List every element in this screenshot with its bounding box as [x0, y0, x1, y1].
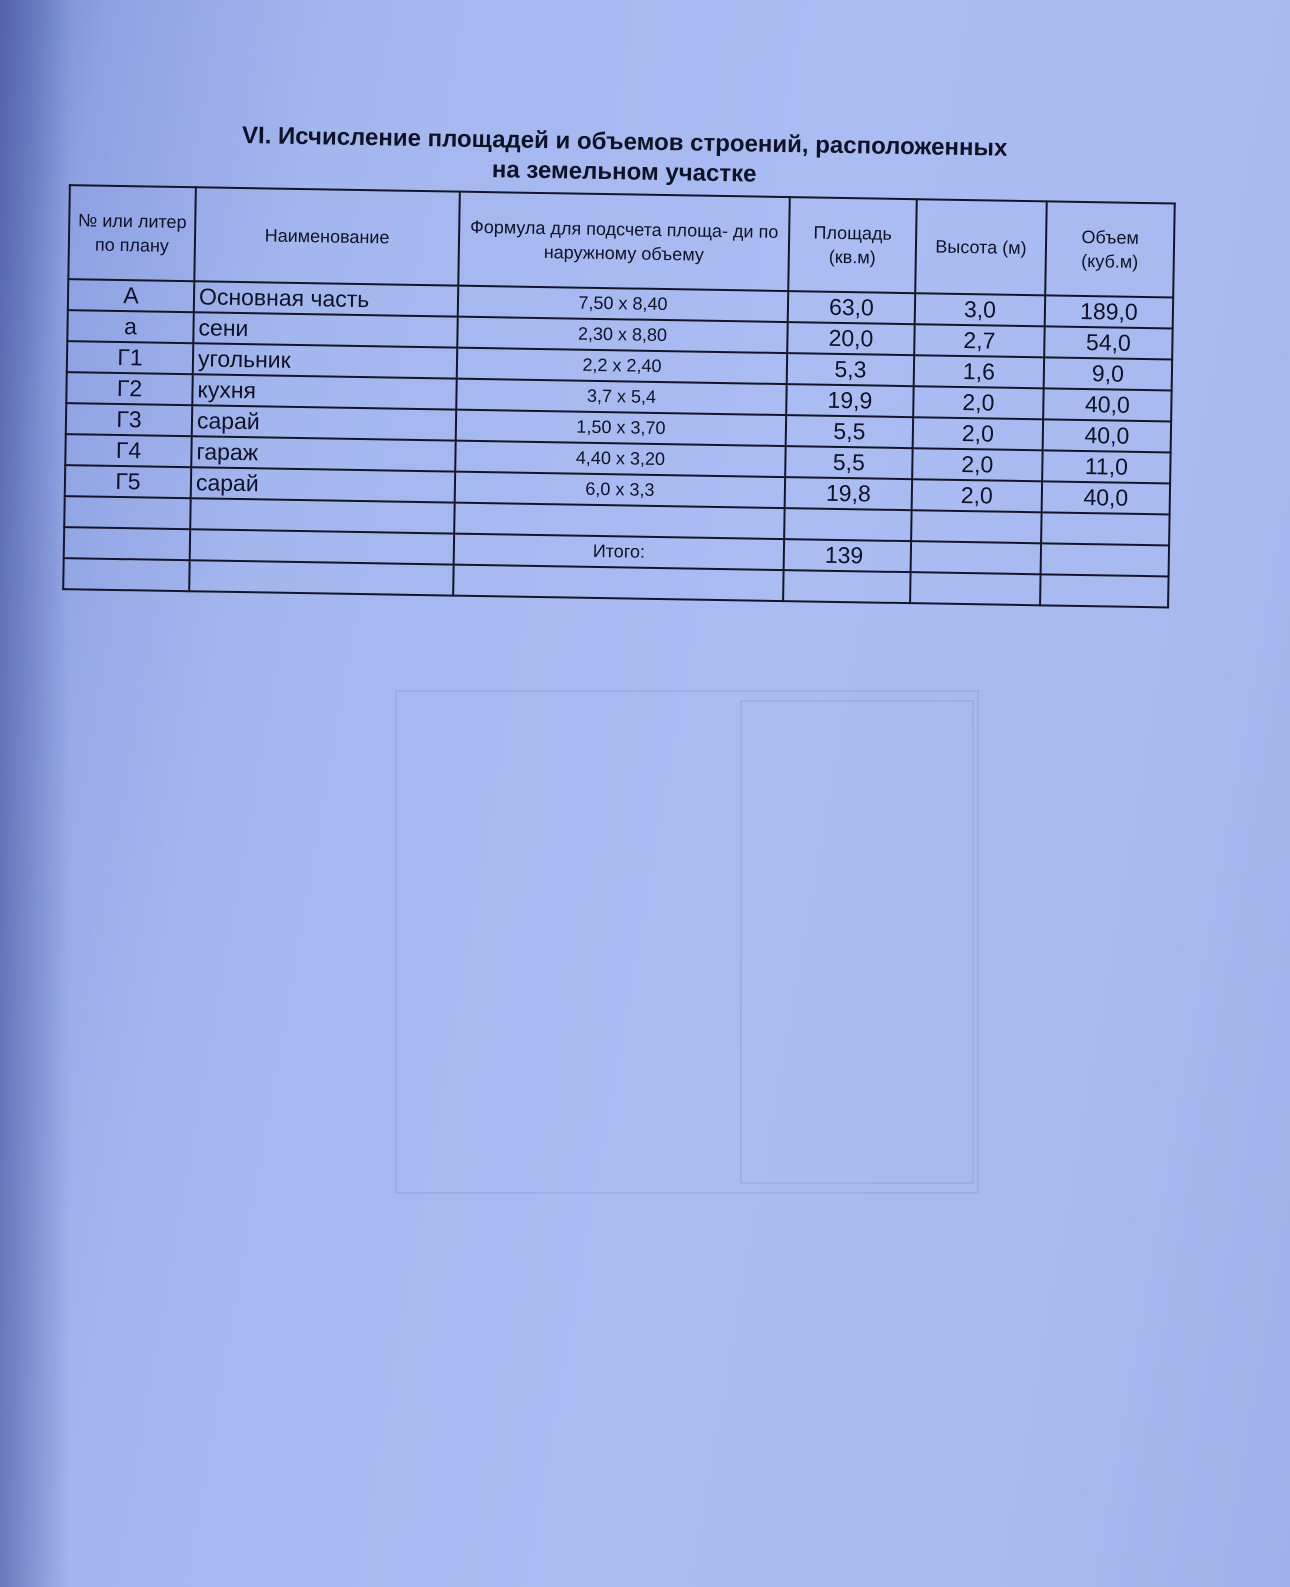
empty-cell — [911, 510, 1041, 543]
empty-cell — [910, 572, 1040, 605]
empty-cell — [64, 496, 190, 529]
cell-area: 20,0 — [787, 322, 914, 355]
cell-volume: 40,0 — [1042, 481, 1170, 514]
empty-cell — [1041, 543, 1169, 576]
cell-area: 5,5 — [785, 446, 912, 479]
empty-cell — [1041, 512, 1169, 545]
cell-volume: 9,0 — [1044, 357, 1172, 390]
cell-volume: 54,0 — [1044, 326, 1172, 359]
cell-height: 2,0 — [913, 417, 1043, 450]
cell-name: сарай — [191, 467, 455, 502]
empty-cell — [1040, 574, 1168, 607]
cell-height: 2,0 — [912, 479, 1042, 512]
cell-formula: 7,50 x 8,40 — [458, 286, 788, 322]
empty-cell — [63, 558, 189, 591]
cell-literal: Г1 — [67, 341, 193, 374]
cell-literal: А — [68, 279, 194, 312]
cell-area: 5,3 — [787, 353, 914, 386]
cell-volume: 189,0 — [1045, 295, 1173, 328]
cell-formula: 3,7 x 5,4 — [456, 379, 786, 415]
header-volume: Объем (куб.м) — [1045, 201, 1175, 297]
cell-height: 2,0 — [912, 448, 1042, 481]
cell-formula: 4,40 x 3,20 — [455, 441, 785, 477]
cell-formula: 2,30 x 8,80 — [457, 317, 787, 353]
cell-name: Основная часть — [194, 281, 458, 316]
empty-cell — [189, 560, 453, 595]
cell-area: 63,0 — [788, 291, 915, 324]
header-literal: № или литер по плану — [68, 185, 196, 281]
header-name: Наименование — [194, 187, 460, 285]
cell-literal: Г3 — [66, 403, 192, 436]
bleed-through-inner-frame — [740, 700, 974, 1184]
cell-height: 3,0 — [915, 293, 1045, 326]
cell-formula: 2,2 x 2,40 — [457, 348, 787, 384]
cell-formula: 1,50 x 3,70 — [456, 410, 786, 446]
cell-literal: Г5 — [65, 465, 191, 498]
document-page — [52, 118, 1190, 609]
cell-area: 5,5 — [786, 415, 913, 448]
empty-cell — [453, 565, 783, 601]
cell-literal: Г4 — [65, 434, 191, 467]
total-label: Итого: — [454, 534, 784, 570]
empty-cell — [784, 508, 911, 541]
cell-literal: а — [67, 310, 193, 343]
header-height: Высота (м) — [915, 199, 1047, 295]
cell-area: 19,8 — [785, 477, 912, 510]
cell-name: угольник — [193, 343, 457, 378]
cell-volume: 11,0 — [1042, 450, 1170, 483]
cell-height: 1,6 — [914, 355, 1044, 388]
empty-cell — [911, 541, 1041, 574]
cell-name: сени — [193, 312, 457, 347]
empty-cell — [64, 527, 190, 560]
cell-formula: 6,0 x 3,3 — [455, 472, 785, 508]
header-area: Площадь (кв.м) — [788, 197, 917, 293]
title-line-1: VI. Исчисление площадей и объемов строений, расположенных — [241, 122, 1008, 162]
total-area: 139 — [784, 539, 911, 572]
cell-height: 2,0 — [913, 386, 1043, 419]
cell-name: кухня — [192, 374, 456, 409]
buildings-table — [62, 184, 1176, 608]
page-title — [59, 118, 1190, 197]
cell-height: 2,7 — [914, 324, 1044, 357]
cell-name: гараж — [191, 436, 455, 471]
header-formula: Формула для подсчета площа- ди по наружному объему — [458, 192, 790, 291]
empty-cell — [783, 570, 910, 603]
cell-area: 19,9 — [786, 384, 913, 417]
cell-volume: 40,0 — [1043, 419, 1171, 452]
cell-name: сарай — [192, 405, 456, 440]
cell-volume: 40,0 — [1043, 388, 1171, 421]
empty-cell — [190, 529, 454, 564]
header-row — [68, 185, 1174, 297]
cell-literal: Г2 — [66, 372, 192, 405]
title-line-2: на земельном участке — [491, 156, 757, 188]
empty-cell — [190, 498, 454, 533]
